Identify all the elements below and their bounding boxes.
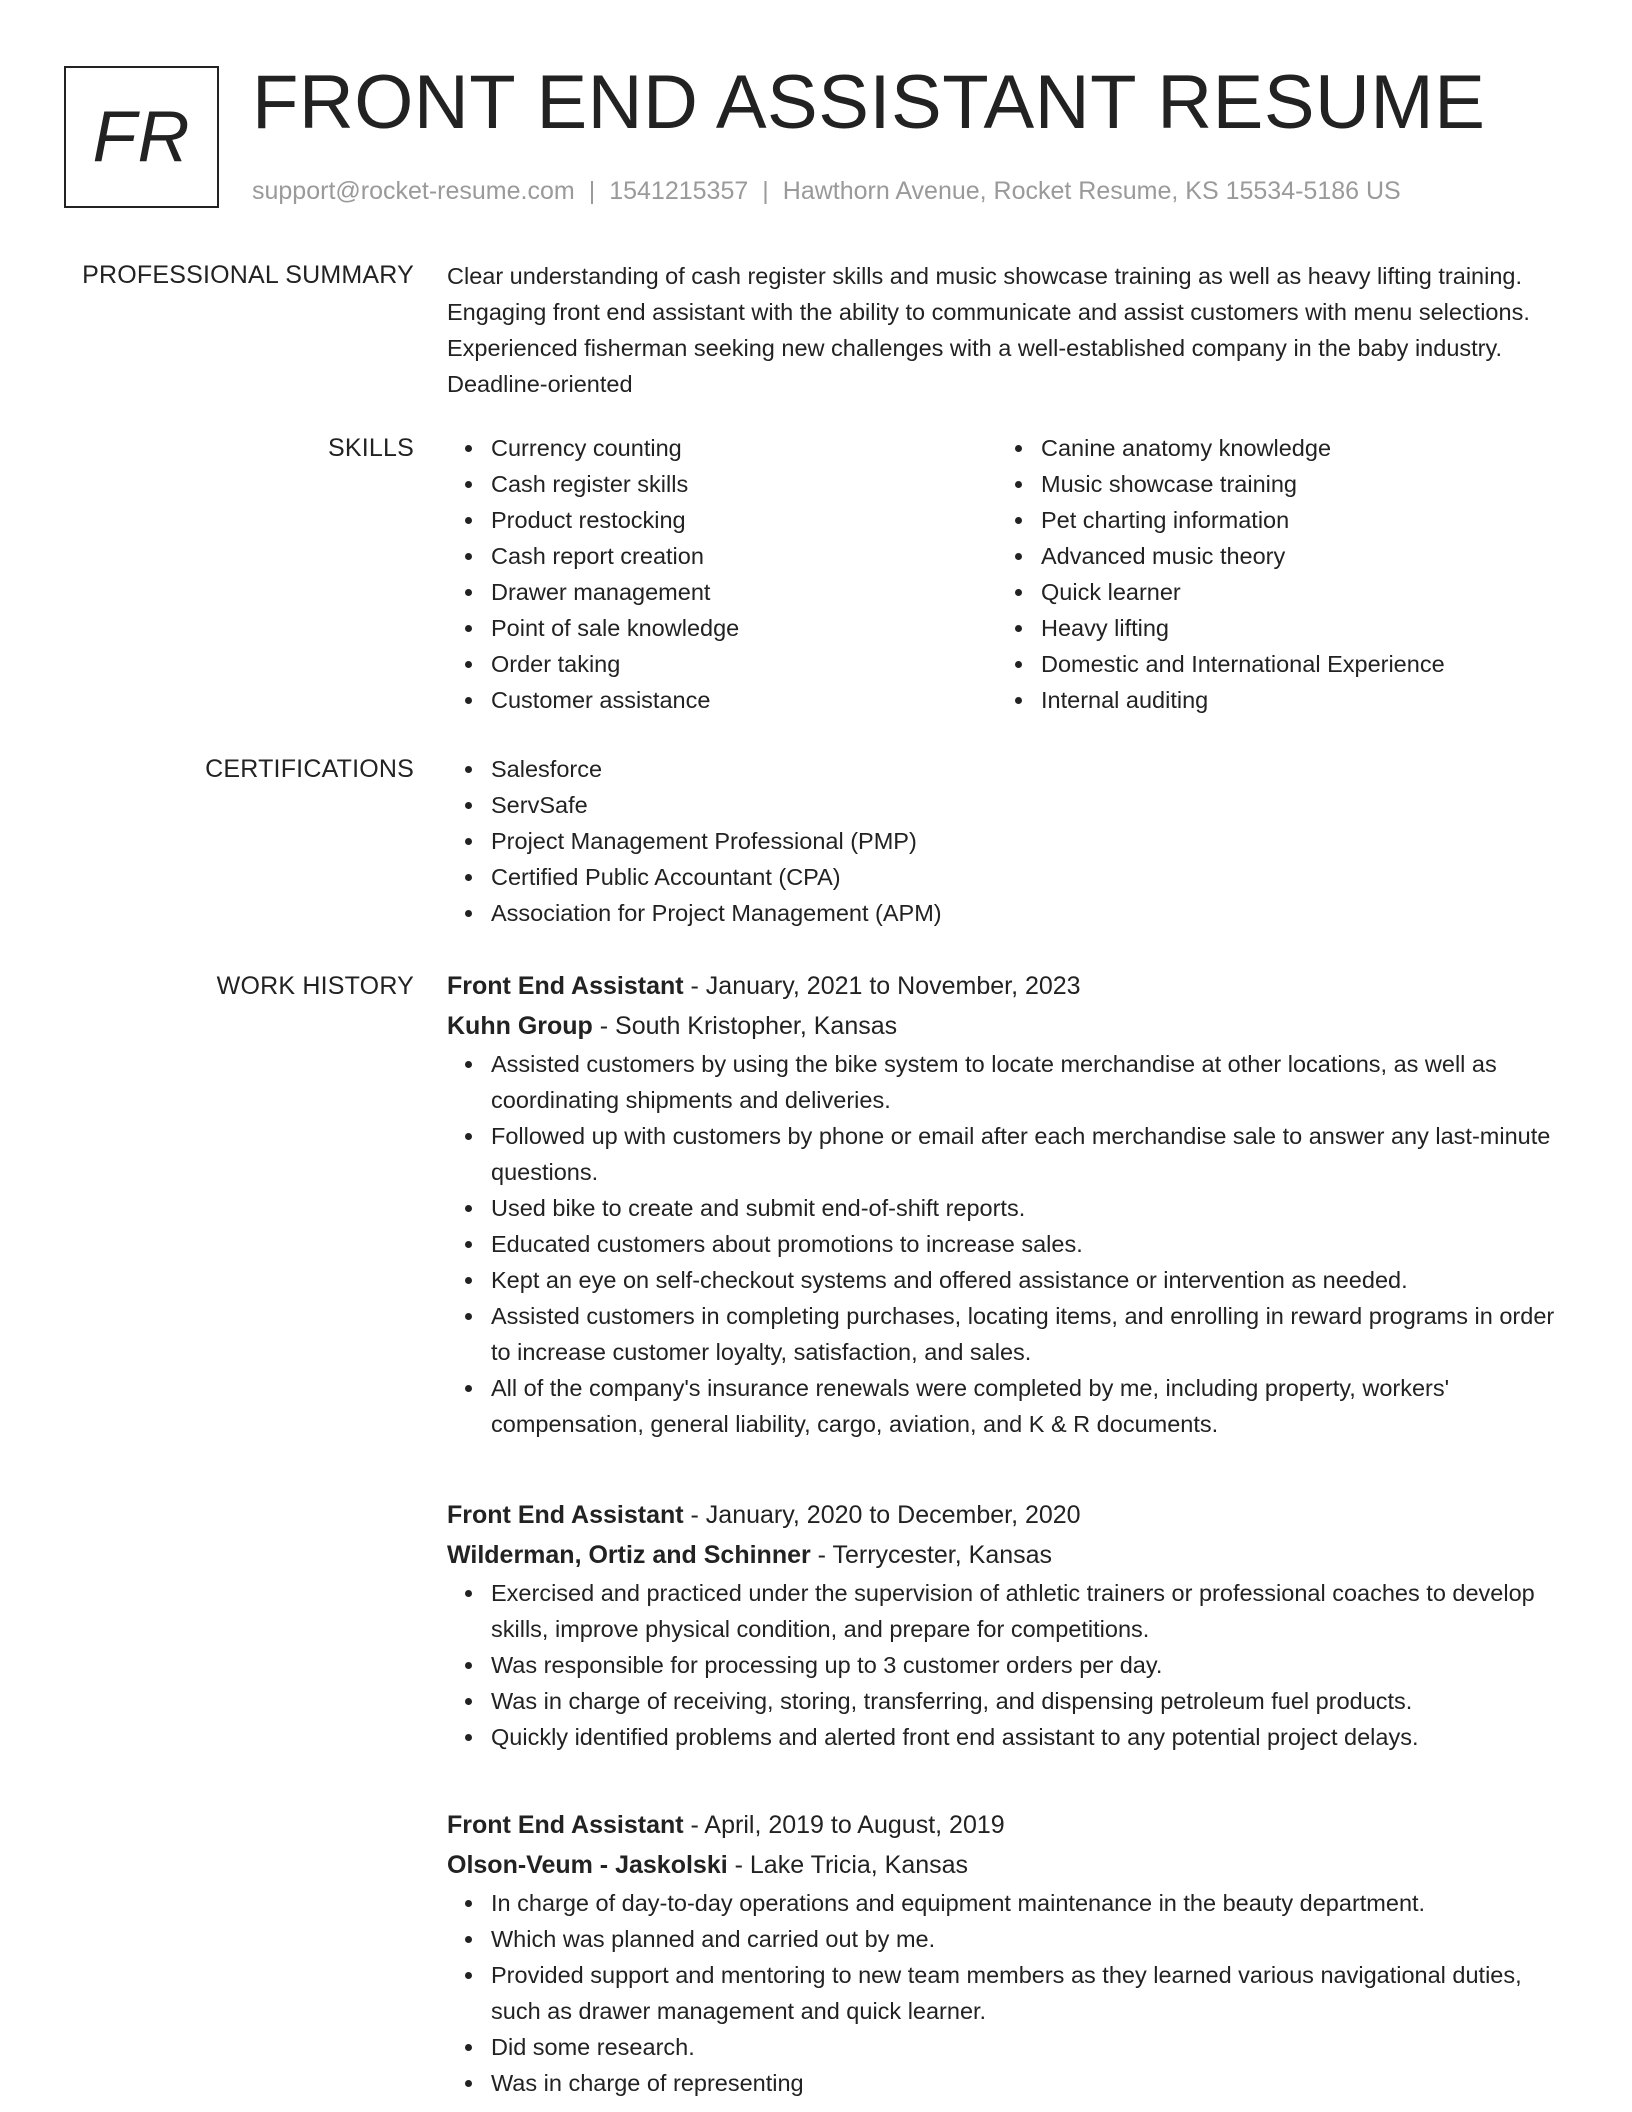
job-duty-item: Which was planned and carried out by me.	[491, 1921, 1567, 1957]
contact-separator: |	[762, 177, 769, 205]
job-company-line	[447, 1845, 1567, 1885]
certification-item: Salesforce	[491, 751, 1567, 787]
job-duty-item: Did some research.	[491, 2029, 1567, 2065]
skills-heading: SKILLS	[328, 434, 414, 462]
job-duty-item: Was in charge of receiving, storing, transferring, and dispensing petroleum fuel products.	[491, 1683, 1567, 1719]
job-title-line	[447, 966, 1567, 1006]
summary-body	[447, 258, 1567, 402]
job-dates: - January, 2020 to December, 2020	[683, 1501, 1081, 1529]
job-duty-item: Was responsible for processing up to 3 customer orders per day.	[491, 1647, 1567, 1683]
job-company: Wilderman, Ortiz and Schinner	[447, 1541, 811, 1569]
summary-text: Clear understanding of cash register skills and music showcase training as well as heavy lifting training. Engaging front end assistant with the ability to communicate and assist customers with menu selections. Experienced fisherman seeking new challenges with a well-established company in the baby industry. Deadline-oriented	[447, 263, 1530, 397]
job-title: Front End Assistant	[447, 1501, 684, 1529]
certification-item: Association for Project Management (APM)	[491, 895, 1567, 931]
contact-separator: |	[588, 177, 596, 205]
certifications-body	[447, 751, 1567, 931]
job-dates: - April, 2019 to August, 2019	[683, 1811, 1005, 1839]
work-history-heading: WORK HISTORY	[216, 972, 414, 1000]
job-location: - Lake Tricia, Kansas	[727, 1851, 969, 1879]
job-company-line	[447, 1006, 1567, 1046]
skill-item: Heavy lifting	[1041, 610, 1547, 646]
job-duties-list	[447, 1575, 1567, 1755]
job-company-line	[447, 1535, 1567, 1575]
skill-item: Domestic and International Experience	[1041, 646, 1547, 682]
contact-email: support@rocket-resume.com	[252, 177, 575, 205]
monogram-badge	[64, 66, 219, 208]
job-duty-item: Assisted customers by using the bike system to locate merchandise at other locations, as well as coordinating shipments and deliveries.	[491, 1046, 1567, 1118]
job-title-line	[447, 1805, 1567, 1845]
job-duty-item: Was in charge of representing	[491, 2065, 1567, 2101]
job-duty-item: Educated customers about promotions to increase sales.	[491, 1226, 1567, 1262]
job-location: - Terrycester, Kansas	[810, 1541, 1053, 1569]
work-history-body	[447, 966, 1567, 2101]
skill-item: Canine anatomy knowledge	[1041, 430, 1547, 466]
skill-item: Product restocking	[491, 502, 997, 538]
job-duties-list	[447, 1046, 1567, 1442]
skills-column-right	[997, 430, 1547, 718]
job-duty-item: Kept an eye on self-checkout systems and offered assistance or intervention as needed.	[491, 1262, 1567, 1298]
skill-item: Point of sale knowledge	[491, 610, 997, 646]
job-title: Front End Assistant	[447, 1811, 684, 1839]
job-duty-item: In charge of day-to-day operations and equipment maintenance in the beauty department.	[491, 1885, 1567, 1921]
job-duty-item: Used bike to create and submit end-of-shift reports.	[491, 1190, 1567, 1226]
skill-item: Cash register skills	[491, 466, 997, 502]
contact-phone: 1541215357	[609, 177, 749, 205]
job-location: - South Kristopher, Kansas	[592, 1012, 898, 1040]
skill-item: Pet charting information	[1041, 502, 1547, 538]
job-duty-item: Exercised and practiced under the supervision of athletic trainers or professional coaches to develop skills, improve physical condition, and prepare for competitions.	[491, 1575, 1567, 1647]
job-duty-item: Quickly identified problems and alerted front end assistant to any potential project delays.	[491, 1719, 1567, 1755]
summary-heading: PROFESSIONAL SUMMARY	[82, 261, 414, 289]
skills-column-left	[447, 430, 997, 718]
job-duty-item: Followed up with customers by phone or email after each merchandise sale to answer any last-minute questions.	[491, 1118, 1567, 1190]
certification-item: Certified Public Accountant (CPA)	[491, 859, 1567, 895]
skill-item: Drawer management	[491, 574, 997, 610]
monogram-text: FR	[92, 97, 191, 177]
contact-address: Hawthorn Avenue, Rocket Resume, KS 15534-5186 US	[782, 177, 1401, 205]
job-title-line	[447, 1495, 1567, 1535]
job-duties-list	[447, 1885, 1567, 2101]
certification-item: ServSafe	[491, 787, 1567, 823]
skill-item: Customer assistance	[491, 682, 997, 718]
contact-line	[252, 175, 1401, 207]
job-title: Front End Assistant	[447, 972, 684, 1000]
job-duty-item: Assisted customers in completing purchases, locating items, and enrolling in reward programs in order to increase customer loyalty, satisfaction, and sales.	[491, 1298, 1567, 1370]
skill-item: Currency counting	[491, 430, 997, 466]
job-company: Olson-Veum - Jaskolski	[447, 1851, 728, 1879]
job-duty-item: All of the company's insurance renewals were completed by me, including property, workers' compensation, general liability, cargo, aviation, and K & R documents.	[491, 1370, 1567, 1442]
certification-item: Project Management Professional (PMP)	[491, 823, 1567, 859]
job-company: Kuhn Group	[447, 1012, 593, 1040]
job-entry	[447, 1495, 1567, 1755]
skill-item: Internal auditing	[1041, 682, 1547, 718]
skill-item: Quick learner	[1041, 574, 1547, 610]
job-duty-item: Provided support and mentoring to new team members as they learned various navigational duties, such as drawer management and quick learner.	[491, 1957, 1567, 2029]
skill-item: Cash report creation	[491, 538, 997, 574]
skill-item: Music showcase training	[1041, 466, 1547, 502]
job-entry	[447, 966, 1567, 1442]
job-dates: - January, 2021 to November, 2023	[683, 972, 1081, 1000]
resume-title: FRONT END ASSISTANT RESUME	[252, 60, 1486, 145]
skill-item: Advanced music theory	[1041, 538, 1547, 574]
certifications-heading: CERTIFICATIONS	[205, 755, 414, 783]
skill-item: Order taking	[491, 646, 997, 682]
job-entry	[447, 1805, 1567, 2101]
skills-body	[447, 430, 1567, 718]
